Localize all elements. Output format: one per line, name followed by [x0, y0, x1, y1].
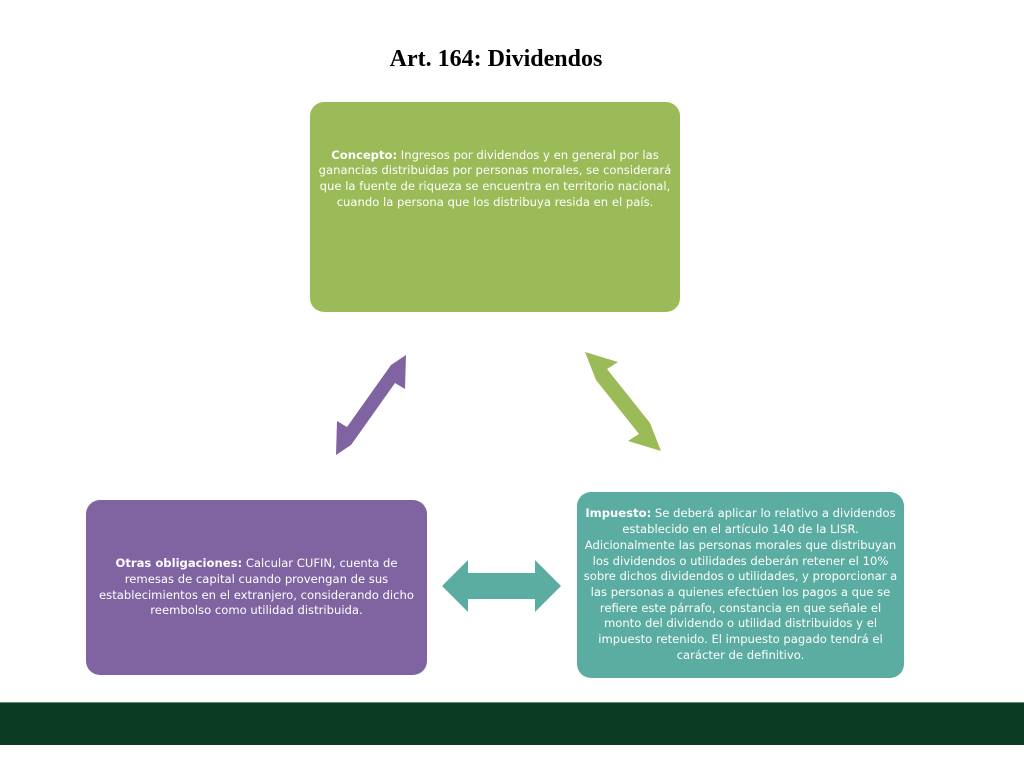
concepto-text: Ingresos por dividendos y en general por las ganancias distribuidas por personas morales, se considerará que la fuente de riqueza se encuentra en territorio nacional, cuando la persona que los distribuya resida en el país. [318, 147, 672, 209]
double-arrow-purple [336, 355, 406, 455]
double-arrow-green [585, 352, 661, 451]
concepto-label: Concepto: [331, 147, 398, 162]
slide-title: Art. 164: Dividendos [389, 46, 603, 72]
footer-bar [0, 702, 1024, 745]
otras-text: Calcular CUFIN, cuenta de remesas de capital cuando provengan de sus establecimientos en el extranjero, considerando dicho reembolso como utilidad distribuida. [99, 556, 414, 618]
impuesto-label: Impuesto: [585, 506, 652, 521]
impuesto-text: Se deberá aplicar lo relativo a dividendos establecido en el artículo 140 de la LISR. Adicionalmente las personas morales que distribuyan los dividendos o utilidades deberán retener el 10% sobre dichos dividendos o utilidades, y proporcionar a las personas a quienes efectúen los pagos a que se refiere este párrafo, constancia en que señale el monto del dividendo o utilidad distribuidos y el impuesto retenido. El impuesto pagado tendrá el carácter de definitivo. [583, 506, 898, 662]
double-arrow-teal [442, 560, 561, 612]
otras-label: Otras obligaciones: [115, 556, 243, 571]
